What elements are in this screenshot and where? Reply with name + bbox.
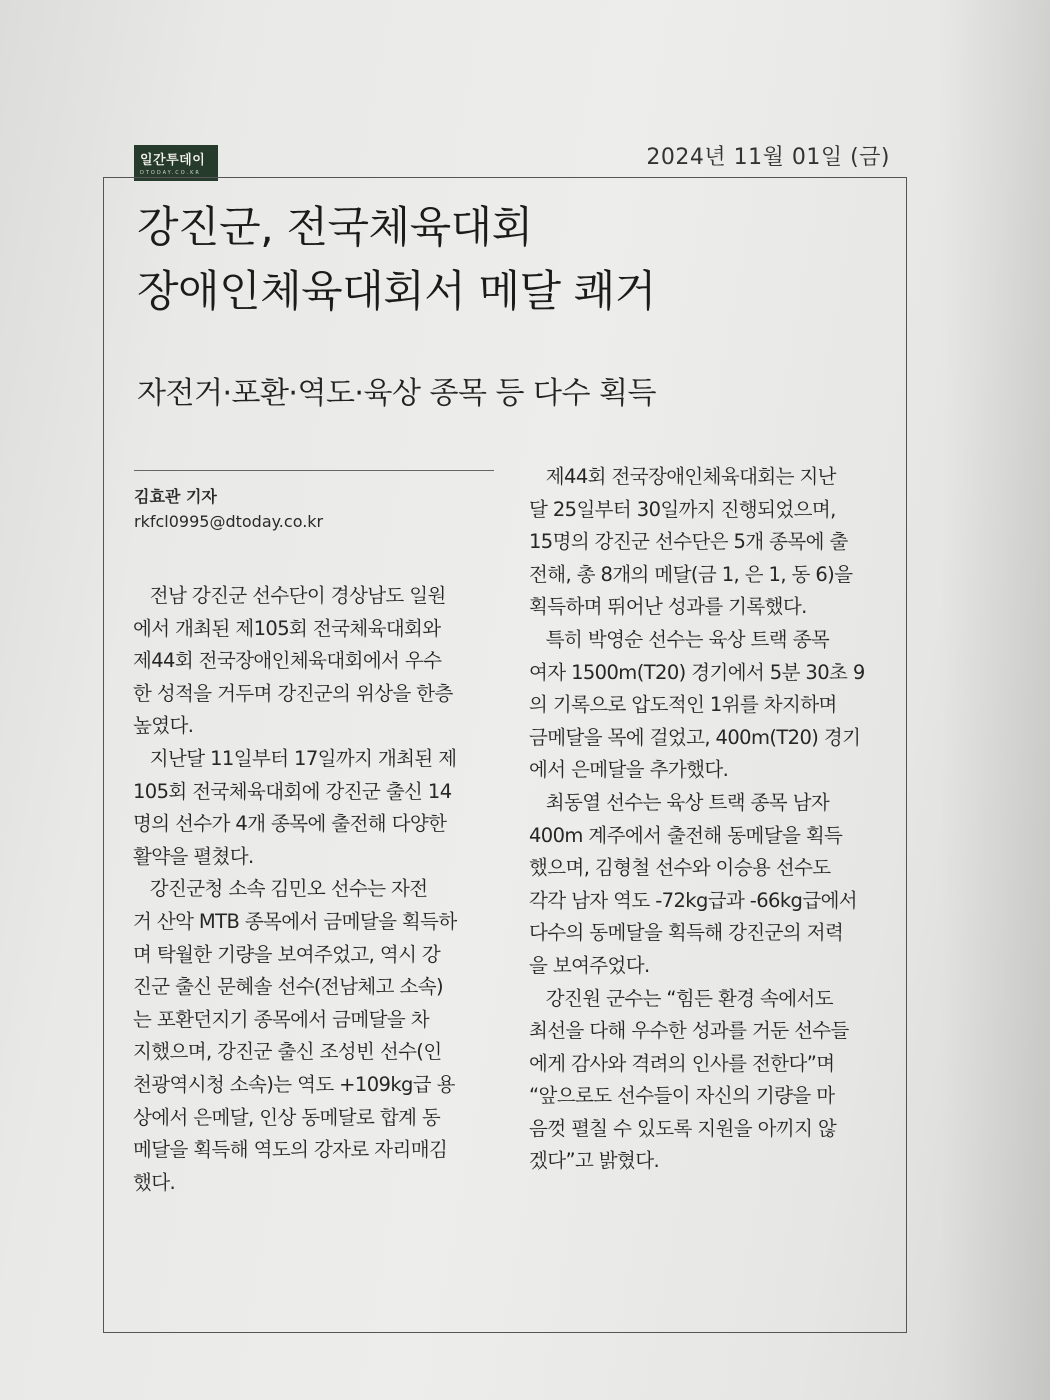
body-text-line: 전해, 총 8개의 메달(금 1, 은 1, 동 6)을 xyxy=(529,562,853,586)
issue-date: 2024년 11월 01일 (금) xyxy=(646,145,890,170)
logo-subtext: DTODAY.CO.KR xyxy=(140,170,201,176)
article-subheadline: 자전거·포환·역도·육상 종목 등 다수 획득 xyxy=(137,376,656,411)
body-text-line: 는 포환던지기 종목에서 금메달을 차 xyxy=(133,1007,429,1031)
body-text-line: 달 25일부터 30일까지 진행되었으며, xyxy=(529,497,836,521)
body-text-line: 강진군청 소속 김민오 선수는 자전 xyxy=(133,877,428,901)
body-text-line: 상에서 은메달, 인상 동메달로 합계 동 xyxy=(133,1105,441,1129)
body-text-line: 명의 선수가 4개 종목에 출전해 다양한 xyxy=(133,812,447,836)
body-text-line: 400m 계주에서 출전해 동메달을 획득 xyxy=(529,823,843,847)
body-text-line: 활약을 펼쳤다. xyxy=(133,844,254,868)
body-text-line: 했으며, 김형철 선수와 이승용 선수도 xyxy=(529,856,831,880)
reporter-name: 김효관 기자 xyxy=(134,487,217,506)
body-text-line: 15명의 강진군 선수단은 5개 종목에 출 xyxy=(529,530,848,554)
article-body-right-column xyxy=(529,461,904,1178)
body-text-line: 지했으며, 강진군 출신 조성빈 선수(인 xyxy=(133,1040,442,1064)
body-text-line: 특히 박영순 선수는 육상 트랙 종목 xyxy=(529,627,830,651)
body-text-line: 금메달을 목에 걸었고, 400m(T20) 경기 xyxy=(529,725,861,749)
body-text-line: 에서 은메달을 추가했다. xyxy=(529,758,729,782)
body-text-line: “앞으로도 선수들이 자신의 기량을 마 xyxy=(529,1084,835,1108)
body-text-line: 전남 강진군 선수단이 경상남도 일원 xyxy=(133,584,446,607)
body-text-line: 강진원 군수는 “힘든 환경 속에서도 xyxy=(529,986,834,1010)
body-text-line: 다수의 동메달을 획득해 강진군의 저력 xyxy=(529,921,844,945)
body-text-line: 105회 전국체육대회에 강진군 출신 14 xyxy=(133,779,452,803)
body-text-line: 에서 개최된 제105회 전국체육대회와 xyxy=(133,616,441,640)
body-text-line: 획득하며 뛰어난 성과를 기록했다. xyxy=(529,595,807,619)
body-text-line: 음껏 펼칠 수 있도록 지원을 아끼지 않 xyxy=(529,1116,837,1140)
body-text-line: 제44회 전국장애인체육대회에서 우수 xyxy=(133,649,442,673)
body-text-line: 최동열 선수는 육상 트랙 종목 남자 xyxy=(529,790,830,814)
body-text-line: 의 기록으로 압도적인 1위를 차지하며 xyxy=(529,693,837,717)
reporter-email: rkfcl0995@dtoday.co.kr xyxy=(134,512,324,531)
body-text-line: 했다. xyxy=(133,1170,176,1194)
article-body-left-column xyxy=(133,580,498,1199)
body-text-line: 여자 1500m(T20) 경기에서 5분 30초 9 xyxy=(529,660,865,684)
body-text-line: 진군 출신 문혜솔 선수(전남체고 소속) xyxy=(133,975,443,999)
headline-line: 강진군, 전국체육대회 xyxy=(137,203,533,253)
body-text-line: 최선을 다해 우수한 성과를 거둔 선수들 xyxy=(529,1019,849,1043)
newspaper-logo xyxy=(134,145,218,181)
body-text-line: 을 보여주었다. xyxy=(529,953,650,977)
body-text-line: 메달을 획득해 역도의 강자로 자리매김 xyxy=(133,1138,448,1162)
body-text-line: 지난달 11일부터 17일까지 개최된 제 xyxy=(133,746,457,770)
body-text-line: 천광역시청 소속)는 역도 +109kg급 용 xyxy=(133,1072,455,1096)
body-text-line: 한 성적을 거두며 강진군의 위상을 한층 xyxy=(133,681,453,705)
body-text-line: 에게 감사와 격려의 인사를 전한다”며 xyxy=(529,1051,835,1075)
headline-line: 장애인체육대회서 메달 쾌거 xyxy=(137,267,656,317)
byline-divider xyxy=(134,470,494,471)
body-text-line: 겠다”고 밝혔다. xyxy=(529,1149,660,1173)
body-text-line: 각각 남자 역도 -72kg급과 -66kg급에서 xyxy=(529,888,858,912)
body-text-line: 며 탁월한 기량을 보여주었고, 역시 강 xyxy=(133,942,441,966)
body-text-line: 제44회 전국장애인체육대회는 지난 xyxy=(529,465,836,488)
body-text-line: 높였다. xyxy=(133,714,194,738)
body-text-line: 거 산악 MTB 종목에서 금메달을 획득하 xyxy=(133,909,457,933)
logo-text: 일간투데이 xyxy=(140,153,206,168)
article-headline xyxy=(137,196,877,324)
